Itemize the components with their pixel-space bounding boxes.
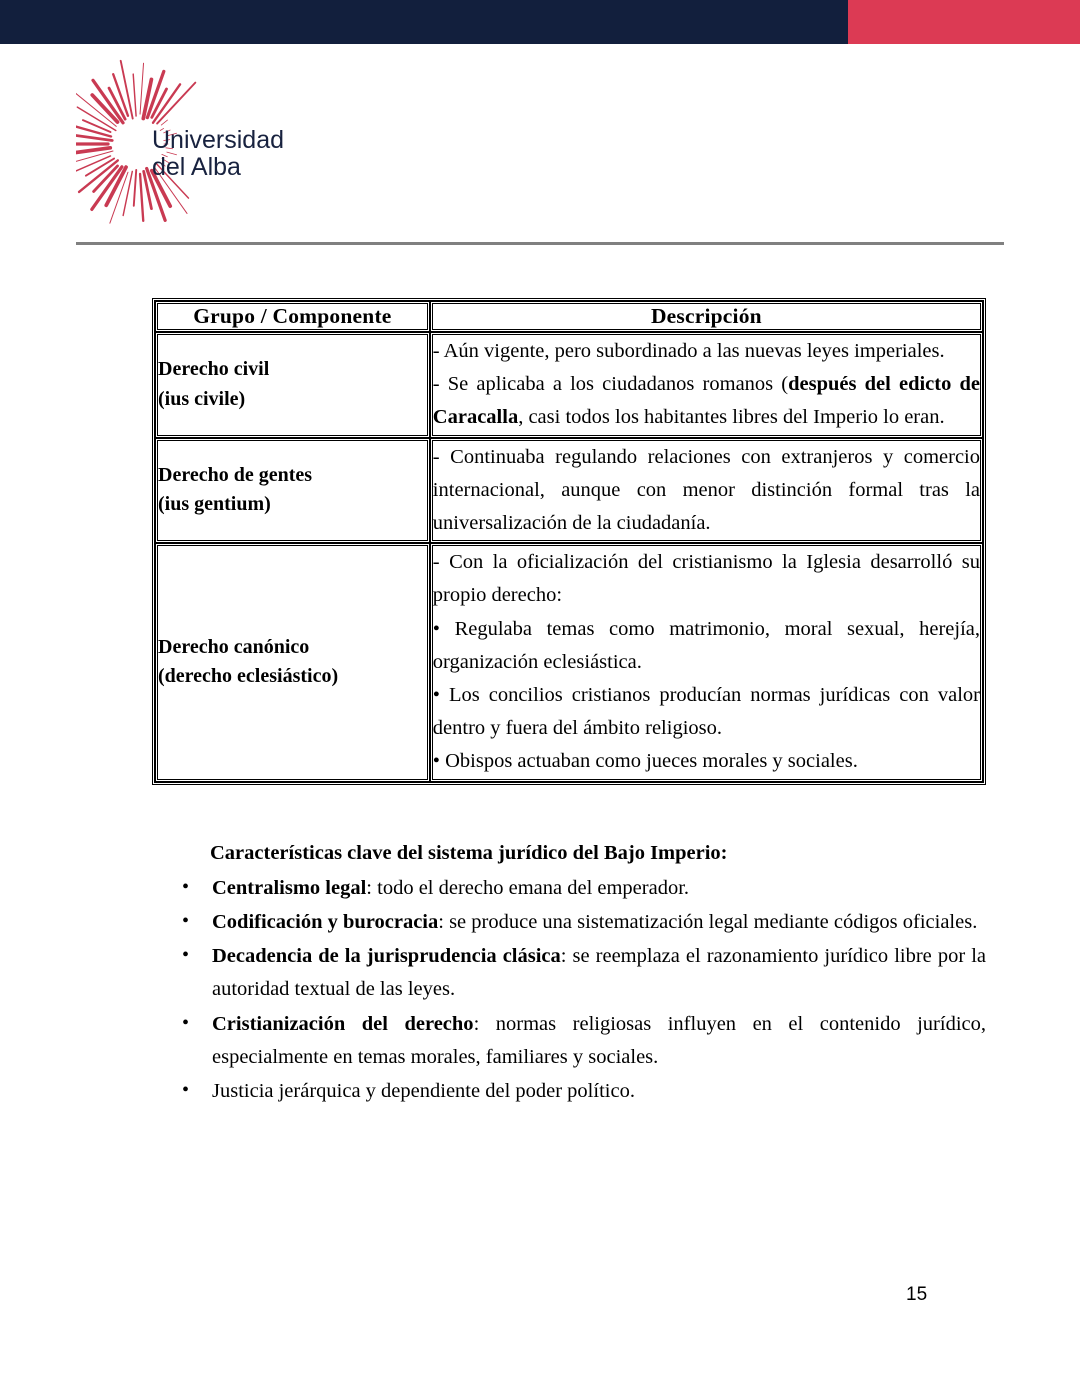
group-latin-name: (ius civile) [158,387,246,410]
key-features-section [152,838,986,1109]
list-item-text: Justicia jerárquica y dependiente del poder político. [212,1079,635,1102]
body-text: - Aún vigente, pero subordinado a las nuevas leyes imperiales. [432,340,945,362]
description-paragraph [433,441,980,541]
table-header-row [155,301,983,332]
body-text: • Los concilios cristianos producían normas jurídicas con valor dentro y fuera del ámbito religioso. [432,684,980,740]
table-row [155,543,983,781]
description-paragraph [433,335,980,368]
table-cell-group [155,332,430,438]
logo-text-line-2: del Alba [152,153,241,181]
page-header-bar [0,0,1080,44]
bullet-icon: • [182,944,190,967]
body-text: - Continuaba regulando relaciones con extranjeros y comercio internacional, aunque con menor distinción formal tras la universalización de la ciudadanía. [432,445,980,535]
table-cell-description [430,332,983,438]
list-item-text: : todo el derecho emana del emperador. [366,876,690,899]
header-bar-navy-segment [0,0,848,44]
description-paragraph [433,679,980,745]
header-bar-crimson-segment [848,0,1080,44]
features-heading: Características clave del sistema jurídico del Bajo Imperio: [210,842,728,864]
list-item-term: Cristianización del derecho [212,1012,474,1035]
table-cell-description [430,438,983,544]
legal-system-table [152,298,986,785]
body-text: , casi todos los habitantes libres del Imperio lo eran. [518,406,945,429]
list-item [152,1008,986,1074]
page-number: 15 [906,1284,928,1305]
group-name: Derecho civil [158,358,270,381]
bullet-icon: • [182,1078,190,1101]
emphasis-text: después del edicto de Caracalla [432,373,980,429]
list-item-text: : se produce una sistematización legal mediante códigos oficiales. [438,910,978,933]
body-text: • Regulaba temas como matrimonio, moral sexual, herejía, organización eclesiástica. [432,617,980,673]
table-row [155,438,983,544]
list-item-text: : normas religiosas influyen en el contenido jurídico, especialmente en temas morales, familiares y sociales. [212,1012,986,1068]
body-text: • Obispos actuaban como jueces morales y sociales. [432,750,858,773]
group-latin-name: (ius gentium) [158,493,271,516]
list-item [152,872,986,905]
logo-sunburst-icon [76,58,316,228]
group-name: Derecho canónico [158,635,310,658]
list-item [152,940,986,1006]
list-item-term: Decadencia de la jurisprudencia clásica [212,945,561,968]
table-cell-description [430,543,983,781]
bullet-icon: • [182,1011,190,1034]
logo-text-line-1: Universidad [152,126,285,154]
table-body [155,332,983,782]
list-item [152,1075,986,1108]
group-name: Derecho de gentes [158,463,313,486]
column-header-descripcion: Descripción [430,301,983,332]
body-text: - Se aplicaba a los ciudadanos romanos ( [432,373,789,396]
list-item-text: : se reemplaza el razonamiento jurídico libre por la autoridad textual de las leyes. [212,945,986,1001]
bullet-icon: • [182,909,190,932]
list-item-term: Centralismo legal [212,876,367,899]
body-text: - Con la oficialización del cristianismo la Iglesia desarrolló su propio derecho: [432,551,980,607]
group-latin-name: (derecho eclesiástico) [158,665,339,688]
bullet-icon: • [182,875,190,898]
table-row [155,332,983,438]
universidad-del-alba-logo [76,58,316,228]
column-header-grupo: Grupo / Componente [155,301,430,332]
description-paragraph [433,613,980,679]
table-cell-group [155,543,430,781]
features-bullet-list [152,872,986,1108]
description-paragraph [433,745,980,778]
description-paragraph [433,368,980,434]
header-divider-rule [76,242,1004,245]
description-paragraph [433,546,980,612]
table-cell-group [155,438,430,544]
list-item-term: Codificación y burocracia [212,910,439,933]
list-item [152,906,986,939]
table-header [155,301,983,332]
